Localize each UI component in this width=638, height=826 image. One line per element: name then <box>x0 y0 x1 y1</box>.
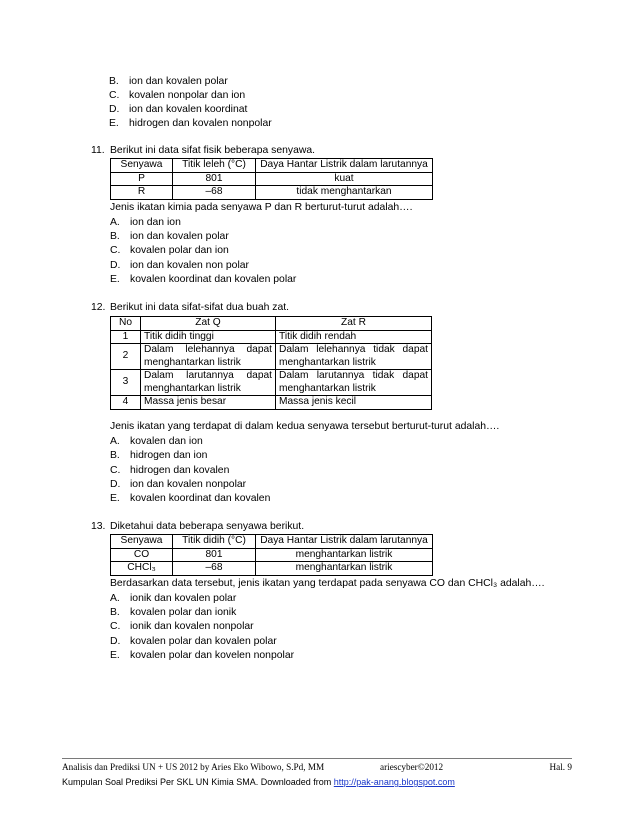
footer-copyright: ariescyber©2012 <box>380 762 444 772</box>
table-cell: –68 <box>173 186 256 200</box>
table-cell: 2 <box>111 344 141 370</box>
table-cell: menghantarkan listrik <box>256 562 433 576</box>
question-11-number: 11. <box>91 145 105 156</box>
table-cell: Titik didih tinggi <box>141 330 276 344</box>
table-header: Senyawa <box>111 159 173 173</box>
table-cell: 4 <box>111 396 141 410</box>
table-header: Daya Hantar Listrik dalam larutannya <box>256 159 433 173</box>
table-cell: CHCl₃ <box>111 562 173 576</box>
table-header: Zat Q <box>141 317 276 331</box>
question-12-number: 12. <box>91 302 106 313</box>
question-13-text: Berdasarkan data tersebut, jenis ikatan yang terdapat pada senyawa CO dan CHCl₃ adalah…. <box>110 578 545 589</box>
table-cell: 801 <box>173 172 256 186</box>
footer-source-text: Kumpulan Soal Prediksi Per SKL UN Kimia SMA. Downloaded from <box>62 777 334 787</box>
table-header: Daya Hantar Listrik dalam larutannya <box>256 535 433 549</box>
table-header: Titik leleh (°C) <box>173 159 256 173</box>
table-cell: Dalam lelehannya tidak dapat menghantarkan listrik <box>276 344 432 370</box>
table-cell: CO <box>111 548 173 562</box>
table-cell: menghantarkan listrik <box>256 548 433 562</box>
question-13-prompt: Diketahui data beberapa senyawa berikut. <box>110 521 305 532</box>
table-cell: P <box>111 172 173 186</box>
table-cell: kuat <box>256 172 433 186</box>
question-13-number: 13. <box>91 521 106 532</box>
source-link[interactable]: http://pak-anang.blogspot.com <box>333 777 455 787</box>
question-12-text: Jenis ikatan yang terdapat di dalam kedua senyawa tersebut berturut-turut adalah…. <box>110 421 500 432</box>
question-11-prompt: Berikut ini data sifat fisik beberapa senyawa. <box>110 145 316 156</box>
table-header: Zat R <box>276 317 432 331</box>
footer-left-text: Analisis dan Prediksi UN + US 2012 by Aries Eko Wibowo, S.Pd, MM <box>62 762 325 772</box>
table-cell: Titik didih rendah <box>276 330 432 344</box>
footer-source <box>62 776 455 788</box>
table-cell: 801 <box>173 548 256 562</box>
table-cell: Dalam larutannya dapat menghantarkan listrik <box>141 370 276 396</box>
table-cell: 3 <box>111 370 141 396</box>
question-12-table <box>110 316 432 410</box>
table-header: No <box>111 317 141 331</box>
question-11-table <box>110 158 433 200</box>
table-cell: –68 <box>173 562 256 576</box>
footer-bar <box>62 760 572 774</box>
page-number: Hal. 9 <box>549 762 572 772</box>
table-cell: Dalam larutannya tidak dapat menghantarkan listrik <box>276 370 432 396</box>
table-cell: 1 <box>111 330 141 344</box>
question-13-table <box>110 534 433 576</box>
question-12-prompt: Berikut ini data sifat-sifat dua buah zat. <box>110 302 290 313</box>
table-header: Titik didih (°C) <box>173 535 256 549</box>
table-cell: Dalam lelehannya dapat menghantarkan listrik <box>141 344 276 370</box>
table-cell: R <box>111 186 173 200</box>
table-cell: Massa jenis besar <box>141 396 276 410</box>
question-11-text: Jenis ikatan kimia pada senyawa P dan R berturut-turut adalah…. <box>110 202 413 213</box>
table-header: Senyawa <box>111 535 173 549</box>
footer-rule <box>62 758 572 759</box>
table-cell: Massa jenis kecil <box>276 396 432 410</box>
table-cell: tidak menghantarkan <box>256 186 433 200</box>
